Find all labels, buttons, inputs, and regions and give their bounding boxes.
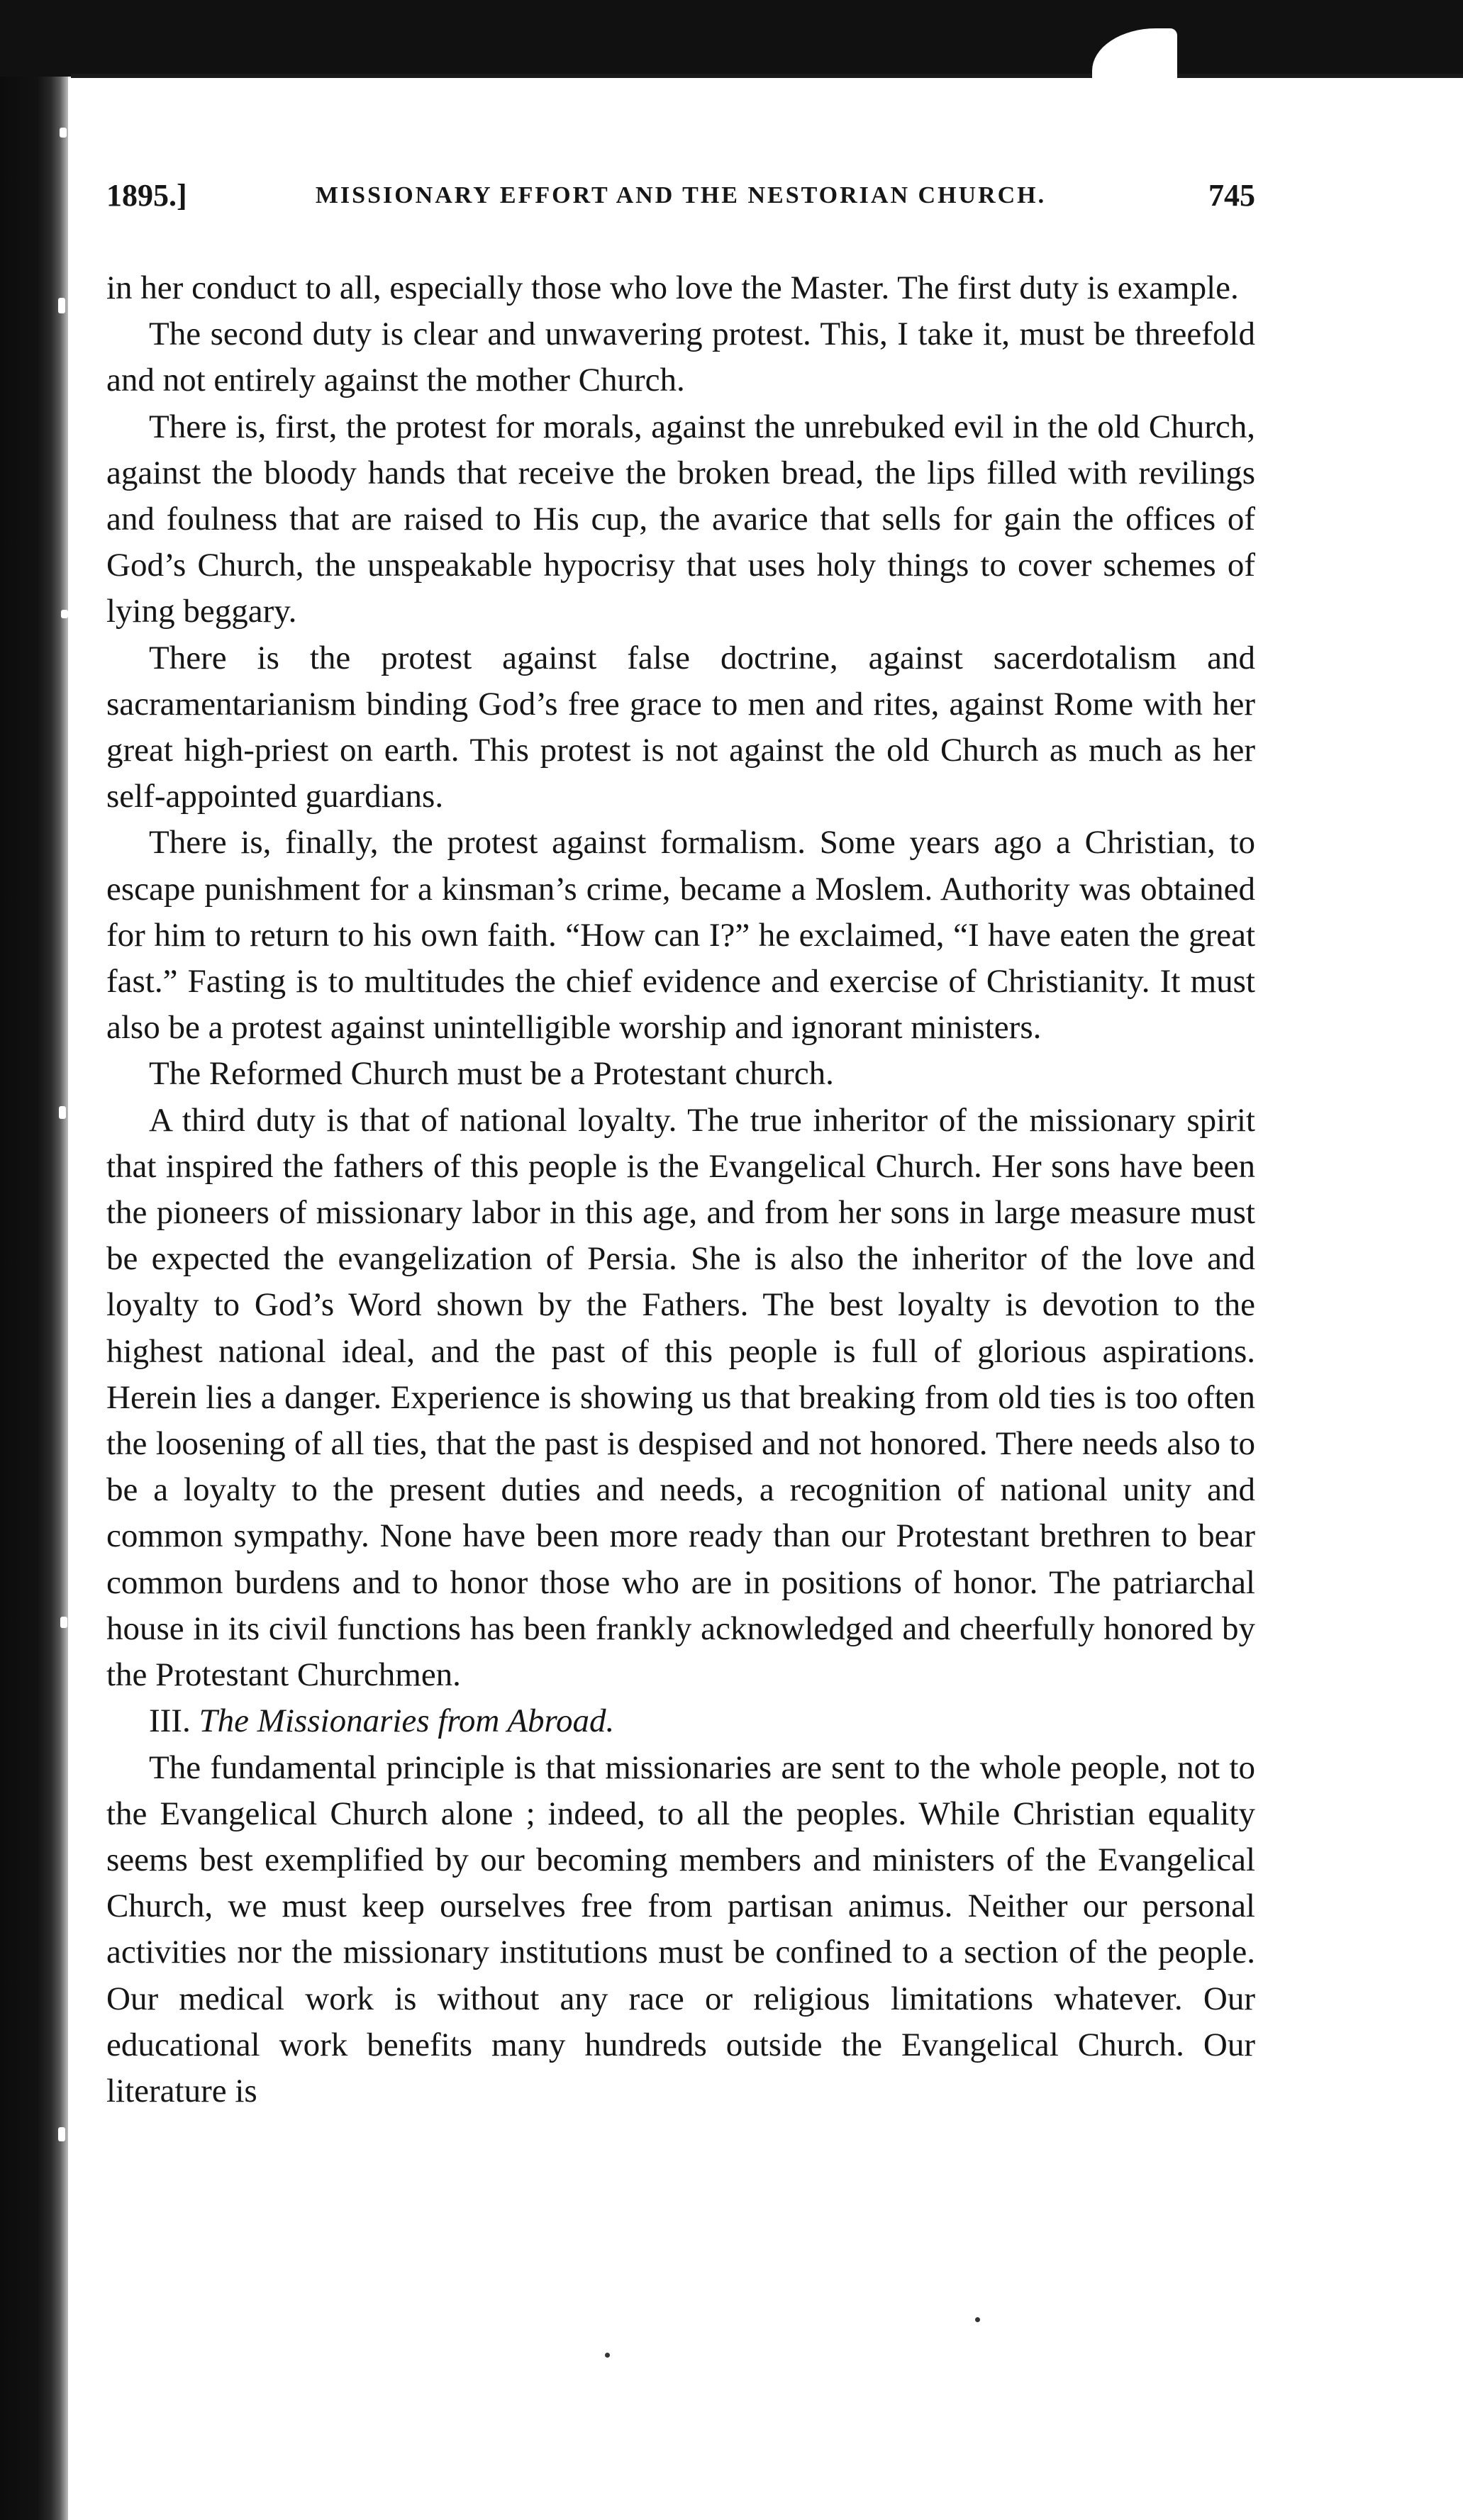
- scan-dot: [605, 2353, 610, 2358]
- page-number: 745: [1208, 178, 1255, 213]
- scan-top-border: [0, 0, 1463, 77]
- running-head: [106, 170, 1255, 221]
- running-head-title: MISSIONARY EFFORT AND THE NESTORIAN CHURCH.: [315, 182, 1047, 208]
- scan-dot: [975, 2317, 980, 2322]
- scan-speck: [58, 2127, 65, 2141]
- section-heading: [106, 1698, 1255, 1744]
- paragraph: The fundamental principle is that missionaries are sent to the whole people, not to the Evangelical Church alone ; indeed, to all the peoples. While Christian equality seems best exemplified by our becoming members and ministers of the Evangelical Church, we must keep ourselves free from partisan animus. Neither our personal activities nor the missionary institutions must be confined to a section of the people. Our medical work is without any race or religious limitations whatever. Our educational work benefits many hundreds outside the Evangelical Church. Our literature is: [106, 1749, 1255, 2109]
- scan-speck: [58, 298, 65, 313]
- book-spine-shadow: [0, 0, 68, 2520]
- scan-speck: [60, 1617, 67, 1628]
- scan-speck: [60, 128, 67, 138]
- running-head-year: 1895.]: [106, 178, 187, 213]
- section-numeral: III.: [149, 1702, 191, 1740]
- paragraph: There is the protest against false doctrine, against sacerdotalism and sacramentarianism binding God’s free grace to men and rites, against Rome with her great high-priest on earth. This protest is not against the old Church as much as her self-appointed guardians.: [106, 639, 1255, 815]
- paragraph: There is, finally, the protest against formalism. Some years ago a Christian, to escape punishment for a kinsman’s crime, became a Moslem. Authority was obtained for him to return to his own faith. “How can I?” he exclaimed, “I have eaten the great fast.” Fasting is to multitudes the chief evidence and exercise of Christianity. It must also be a protest against unintelligible worship and ignorant ministers.: [106, 824, 1255, 1047]
- paragraph: A third duty is that of national loyalty. The true inheritor of the missionary spirit that inspired the fathers of this people is the Evangelical Church. Her sons have been the pioneers of missionary labor in this age, and from her sons in large measure must be expected the evangelization of Persia. She is also the inheritor of the love and loyalty to God’s Word shown by the Fathers. The best loyalty is devotion to the highest national ideal, and the past of this people is full of glorious aspirations. Herein lies a danger. Experience is showing us that breaking from old ties is too often the loosening of all ties, that the past is despised and not honored. There needs also to be a loyalty to the present duties and needs, a recognition of national unity and common sympathy. None have been more ready than our Protestant brethren to bear common burdens and to honor those who are in positions of honor. The patriarchal house in its civil functions has been frankly acknowledged and cheerfully honored by the Protestant Churchmen.: [106, 1101, 1255, 1694]
- paragraph: in her conduct to all, especially those who love the Master. The first duty is example.: [106, 269, 1239, 306]
- book-page: [106, 170, 1255, 2114]
- scan-speck: [59, 1106, 66, 1119]
- scan-speck: [61, 610, 68, 618]
- paragraph: There is, first, the protest for morals, against the unrebuked evil in the old Church, against the bloody hands that receive the broken bread, the lips filled with revilings and foulness that are raised to His cup, the avarice that sells for gain the offices of God’s Church, the unspeakable hypocrisy that uses holy things to cover schemes of lying beggary.: [106, 408, 1255, 630]
- paragraph: The Reformed Church must be a Protestant church.: [149, 1055, 834, 1093]
- section-title: The Missionaries from Abroad.: [199, 1702, 615, 1740]
- scan-top-rule: [71, 74, 1463, 78]
- paragraph: The second duty is clear and unwavering protest. This, I take it, must be threefold and not entirely against the mother Church.: [106, 316, 1255, 399]
- body-text: [106, 265, 1255, 2114]
